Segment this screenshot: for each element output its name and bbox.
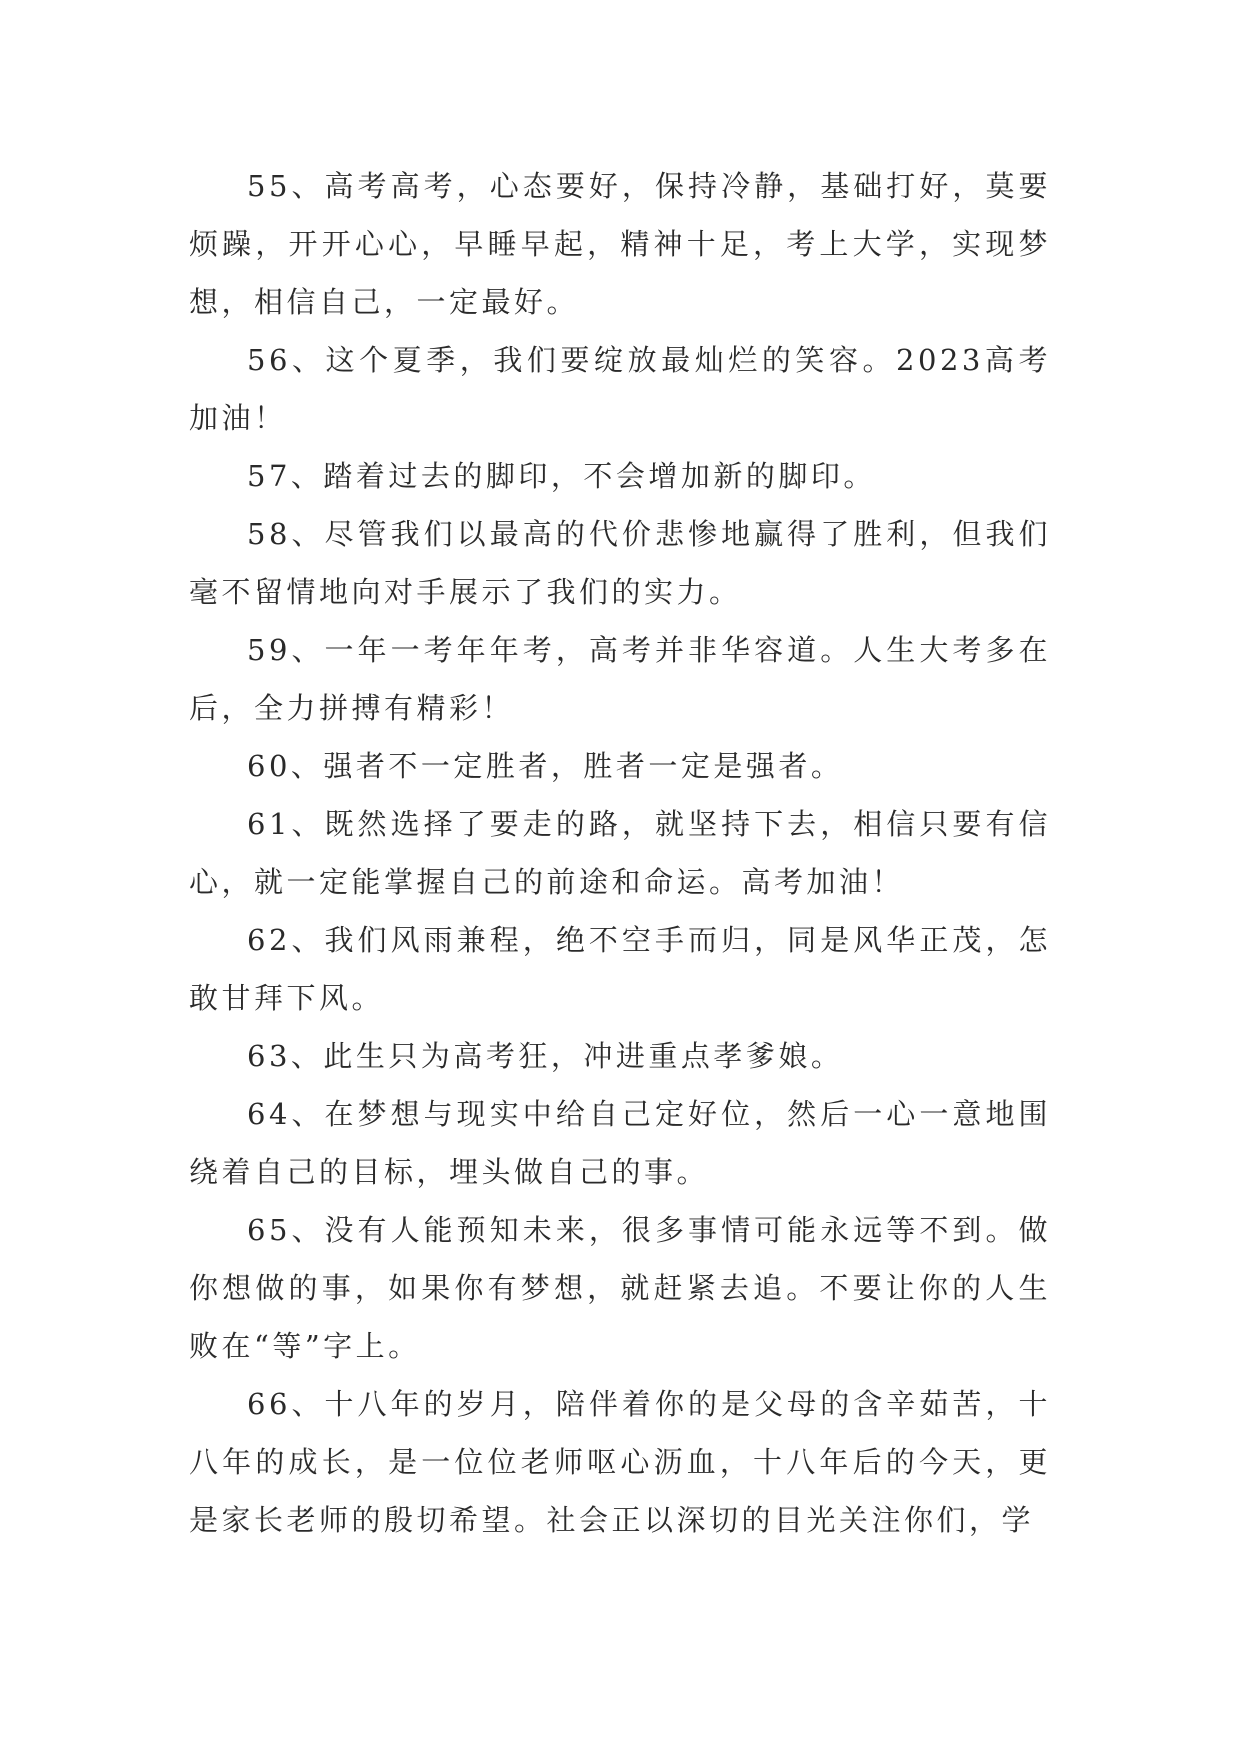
paragraph-64: 64、在梦想与现实中给自己定好位，然后一心一意地围绕着自己的目标，埋头做自己的事。 xyxy=(189,1097,1051,1189)
paragraph-66: 66、十八年的岁月，陪伴着你的是父母的含辛茹苦，十八年的成长，是一位位老师呕心沥血，十八年后的今天，更是家长老师的殷切希望。社会正以深切的目光关注你们，学 xyxy=(189,1387,1051,1537)
paragraph-62: 62、我们风雨兼程，绝不空手而归，同是风华正茂，怎敢甘拜下风。 xyxy=(189,923,1051,1015)
paragraph-63: 63、此生只为高考狂，冲进重点孝爹娘。 xyxy=(247,1039,844,1073)
paragraph-58: 58、尽管我们以最高的代价悲惨地赢得了胜利，但我们毫不留情地向对手展示了我们的实力。 xyxy=(189,517,1051,609)
document-body xyxy=(189,157,1051,1549)
paragraph-65: 65、没有人能预知未来，很多事情可能永远等不到。做你想做的事，如果你有梦想，就赶紧去追。不要让你的人生败在“等”字上。 xyxy=(189,1213,1051,1363)
paragraph-59: 59、一年一考年年考，高考并非华容道。人生大考多在后，全力拼搏有精彩！ xyxy=(189,633,1051,725)
paragraph-61: 61、既然选择了要走的路，就坚持下去，相信只要有信心，就一定能掌握自己的前途和命运。高考加油！ xyxy=(189,807,1051,899)
paragraph-56: 56、这个夏季，我们要绽放最灿烂的笑容。2023高考加油！ xyxy=(189,343,1051,435)
paragraph-57: 57、踏着过去的脚印，不会增加新的脚印。 xyxy=(247,459,876,493)
paragraph-60: 60、强者不一定胜者，胜者一定是强者。 xyxy=(247,749,844,783)
paragraph-55: 55、高考高考，心态要好，保持冷静，基础打好，莫要烦躁，开开心心，早睡早起，精神十足，考上大学，实现梦想，相信自己，一定最好。 xyxy=(189,169,1051,319)
